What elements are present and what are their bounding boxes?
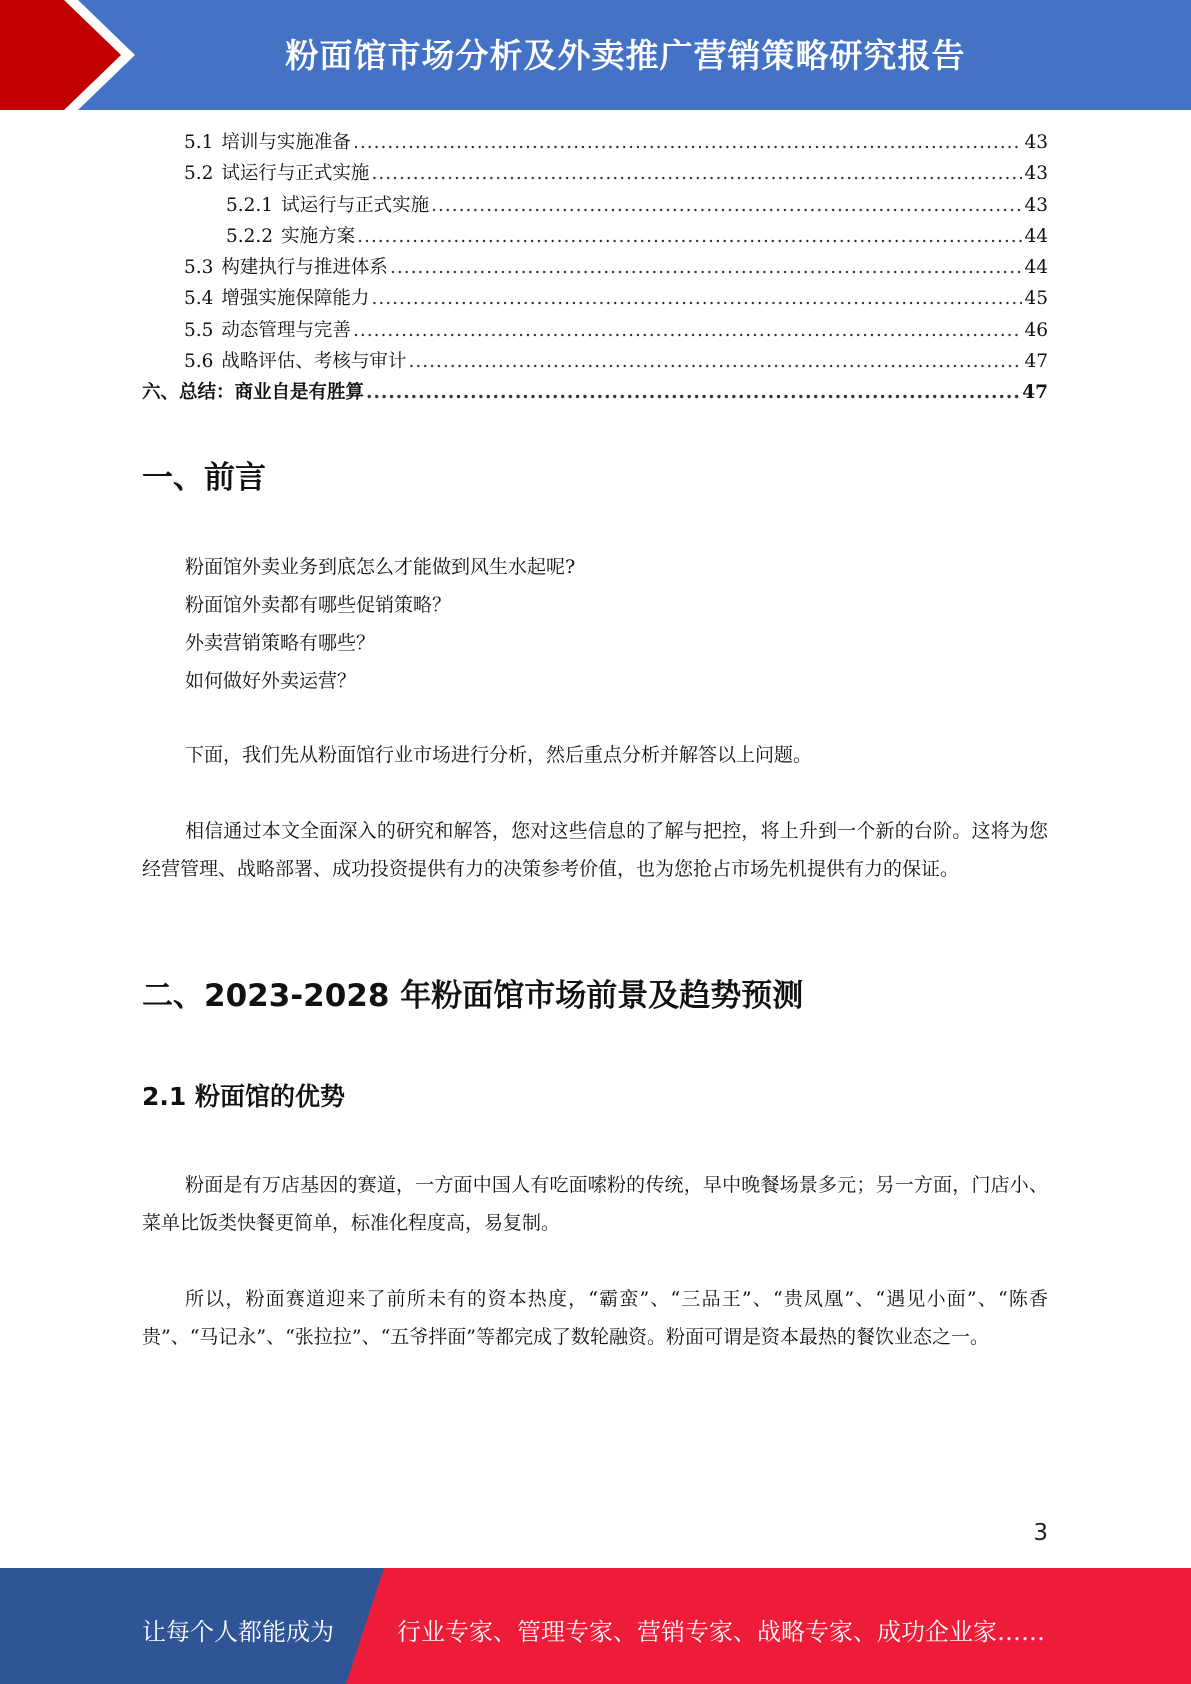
toc-entry-title: 试运行与正式实施 (221, 163, 370, 185)
toc-entry-number: 5.6 (184, 351, 214, 373)
toc-entry-title: 六、总结：商业自是有胜算 (142, 382, 365, 404)
page-footer (0, 1568, 1191, 1684)
toc-entry-page: 46 (1024, 319, 1048, 341)
toc-dot-leader (371, 288, 1022, 309)
toc-entry[interactable] (142, 253, 1048, 284)
body-paragraph: 粉面是有万店基因的赛道，一方面中国人有吃面嗦粉的传统，早中晚餐场景多元；另一方面，门店小、菜单比饭类快餐更简单，标准化程度高，易复制。 (142, 1174, 1048, 1234)
toc-entry-page: 47 (1024, 351, 1048, 373)
question-line: 外卖营销策略有哪些？ (185, 632, 376, 654)
section-heading-market-outlook: 二、2023-2028 年粉面馆市场前景及趋势预测 (142, 978, 804, 1014)
toc-entry-page: 43 (1024, 194, 1048, 216)
toc-entry-number: 5.2.2 (226, 225, 274, 247)
toc-entry[interactable] (142, 159, 1048, 190)
question-line: 如何做好外卖运营？ (185, 670, 357, 692)
toc-entry-page: 43 (1024, 163, 1048, 185)
toc-dot-leader (357, 226, 1022, 247)
toc-dot-leader (390, 257, 1023, 278)
toc-entry-title: 动态管理与完善 (221, 319, 351, 341)
toc-entry-number: 5.3 (184, 257, 214, 279)
toc-entry-number: 5.1 (184, 132, 214, 153)
footer-slogan-right: 行业专家、管理专家、营销专家、战略专家、成功企业家…… (397, 1618, 1045, 1646)
toc-entry[interactable] (142, 191, 1048, 222)
page-header (0, 0, 1191, 110)
toc-entry-page: 44 (1024, 225, 1048, 247)
toc-dot-leader (431, 195, 1022, 216)
toc-entry-page: 45 (1024, 288, 1048, 310)
question-line: 粉面馆外卖业务到底怎么才能做到风生水起呢? (185, 556, 576, 578)
toc-entry[interactable] (142, 128, 1048, 159)
toc-dot-leader (371, 163, 1022, 184)
body-paragraph: 下面，我们先从粉面馆行业市场进行分析，然后重点分析并解答以上问题。 (185, 744, 813, 766)
body-paragraph: 相信通过本文全面深入的研究和解答，您对这些信息的了解与把控，将上升到一个新的台阶。这将为您经营管理、战略部署、成功投资提供有力的决策参考价值，也为您抢占市场先机提供有力的保证。 (142, 820, 1048, 880)
toc-entry[interactable] (142, 378, 1048, 409)
page-number: 3 (1033, 1520, 1048, 1546)
toc-dot-leader (353, 132, 1023, 153)
toc-entry-title: 培训与实施准备 (221, 132, 351, 153)
body-paragraph: 所以，粉面赛道迎来了前所未有的资本热度，“霸蛮”、“三品王”、“贵凤凰”、“遇见小面”、“陈香贵”、“马记永”、“张拉拉”、“五爷拌面”等都完成了数轮融资。粉面可谓是资本最热的餐饮业态之一。 (142, 1288, 1048, 1348)
toc-entry-number: 5.2.1 (226, 194, 274, 216)
toc-entry[interactable] (142, 284, 1048, 315)
toc-entry-page: 43 (1024, 132, 1048, 153)
toc-entry-title: 实施方案 (281, 225, 356, 247)
section-heading-preface: 一、前言 (142, 460, 266, 496)
toc-entry[interactable] (142, 316, 1048, 347)
report-title: 粉面馆市场分析及外卖推广营销策略研究报告 (285, 36, 966, 75)
toc-entry-page: 44 (1024, 257, 1048, 279)
table-of-contents (142, 128, 1048, 410)
toc-entry-title: 增强实施保障能力 (221, 288, 370, 310)
toc-entry[interactable] (142, 347, 1048, 378)
toc-entry-page: 47 (1022, 382, 1048, 404)
toc-entry-number: 5.2 (184, 163, 214, 185)
toc-entry-title: 战略评估、考核与审计 (221, 351, 407, 373)
toc-entry[interactable] (142, 222, 1048, 253)
toc-entry-title: 试运行与正式实施 (281, 194, 430, 216)
toc-dot-leader (408, 351, 1022, 372)
footer-slogan-left: 让每个人都能成为 (142, 1618, 334, 1646)
toc-dot-leader (353, 320, 1023, 341)
toc-entry-number: 5.5 (184, 319, 214, 341)
question-line: 粉面馆外卖都有哪些促销策略？ (185, 594, 452, 616)
toc-entry-title: 构建执行与推进体系 (221, 257, 388, 279)
toc-dot-leader (366, 382, 1020, 403)
subsection-heading-advantages: 2.1 粉面馆的优势 (142, 1082, 345, 1111)
toc-entry-number: 5.4 (184, 288, 214, 310)
